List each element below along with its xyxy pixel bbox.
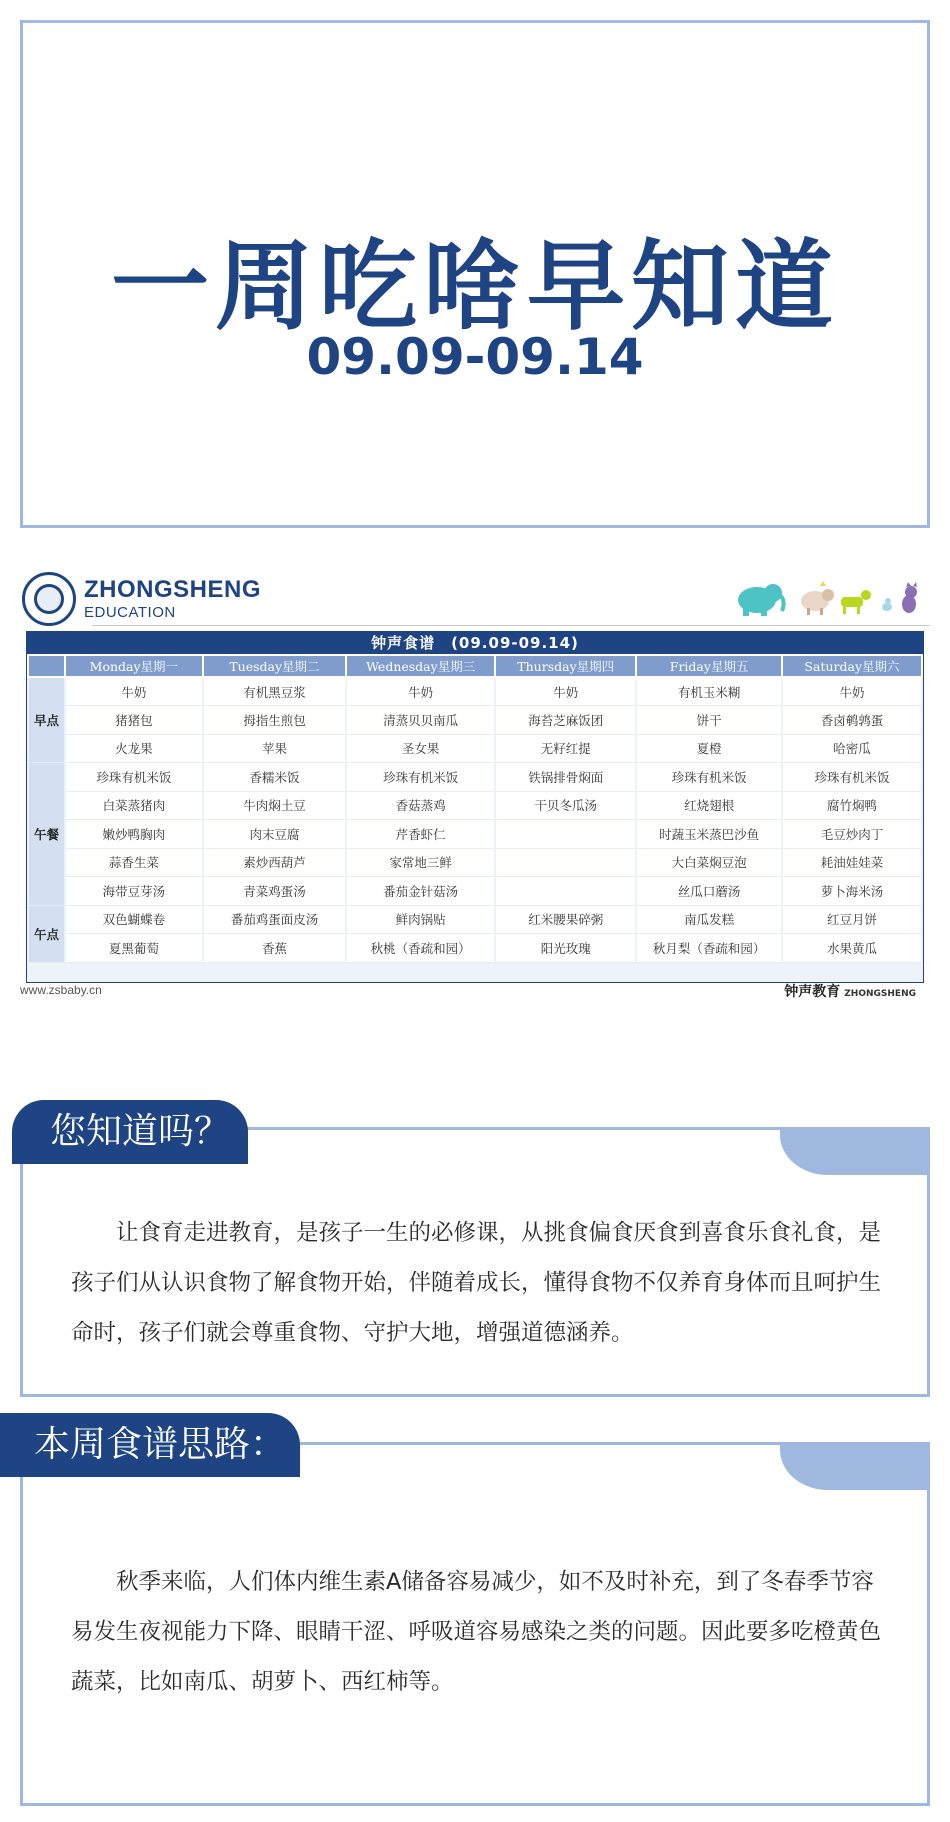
menu-dish-cell: 火龙果 [65,734,203,763]
menu-image [20,563,930,1015]
menu-dish-cell: 珍珠有机米饭 [346,763,495,792]
menu-dish-cell: 珍珠有机米饭 [782,763,922,792]
menu-row [28,763,922,792]
hero-date-range: 09.09-09.14 [306,328,644,386]
did-you-know-text: 让食育走进教育，是孩子一生的必修课，从挑食偏食厌食到喜食乐食礼食，是孩子们从认识食物了解食物开始，伴随着成长，懂得食物不仅养育身体而且呵护生命时，孩子们就会尊重食物、守护大地，增强道德涵养。 [71,1220,882,1346]
menu-dish-cell: 丝瓜口蘑汤 [636,877,782,906]
menu-dish-cell: 干贝冬瓜汤 [495,791,636,820]
menu-dish-cell: 萝卜海米汤 [782,877,922,906]
menu-row [28,905,922,934]
day-header: Saturday星期六 [782,655,922,677]
brand-logo [22,571,261,627]
menu-dish-cell: 南瓜发糕 [636,905,782,934]
menu-dish-cell: 秋月梨（香疏和园） [636,934,782,963]
menu-dish-cell [495,848,636,877]
dog-icon [841,590,871,614]
card-corner-decoration [780,1127,930,1175]
school-seal-icon [22,572,76,626]
menu-dish-cell: 毛豆炒肉丁 [782,820,922,849]
menu-row [28,734,922,763]
menu-dish-cell: 牛奶 [65,677,203,706]
website-url: www.zsbaby.cn [20,983,102,997]
bird-icon [882,598,892,611]
menu-dish-cell: 牛奶 [782,677,922,706]
menu-row [28,820,922,849]
menu-dish-cell: 素炒西葫芦 [203,848,346,877]
menu-dish-cell: 铁锅排骨焖面 [495,763,636,792]
menu-dish-cell: 青菜鸡蛋汤 [203,877,346,906]
meal-category-label: 早点 [28,677,65,763]
menu-dish-cell: 海苔芝麻饭团 [495,706,636,735]
menu-idea-heading: 本周食谱思路： [0,1413,300,1477]
menu-dish-cell: 牛奶 [346,677,495,706]
menu-dish-cell: 双色蝴蝶卷 [65,905,203,934]
menu-dish-cell: 香糯米饭 [203,763,346,792]
menu-dish-cell: 阳光玫瑰 [495,934,636,963]
menu-row [28,677,922,706]
menu-dish-cell: 红烧翅根 [636,791,782,820]
meal-category-label: 午点 [28,905,65,962]
menu-row [28,877,922,906]
menu-dish-cell: 拇指生煎包 [203,706,346,735]
brand-divider [92,625,930,626]
menu-dish-cell: 无籽红提 [495,734,636,763]
menu-dish-cell: 苹果 [203,734,346,763]
footer-brand [784,981,916,1001]
brand-name: ZHONGSHENG [84,576,262,603]
menu-dish-cell: 秋桃（香疏和园） [346,934,495,963]
menu-dish-cell: 海带豆芽汤 [65,877,203,906]
menu-dish-cell: 香菇蒸鸡 [346,791,495,820]
cat-icon [902,582,917,613]
footer-brand-small: ZHONGSHENG [844,989,916,999]
menu-dish-cell: 香蕉 [203,934,346,963]
meal-category-label: 午餐 [28,763,65,906]
menu-dish-cell [495,820,636,849]
menu-table-wrapper [26,631,924,983]
menu-header-row [28,655,922,677]
menu-dish-cell: 猪猪包 [65,706,203,735]
menu-dish-cell [495,877,636,906]
menu-dish-cell: 番茄金针菇汤 [346,877,495,906]
hero-title: 一周吃啥早知道 [110,230,839,344]
menu-dish-cell: 红豆月饼 [782,905,922,934]
menu-dish-cell: 红米腰果碎粥 [495,905,636,934]
menu-dish-cell: 耗油娃娃菜 [782,848,922,877]
footer-brand-name: 钟声教育 [784,984,841,1000]
day-header: Friday星期五 [636,655,782,677]
card-corner-decoration [780,1442,930,1490]
menu-dish-cell: 有机玉米糊 [636,677,782,706]
menu-idea-card [20,1442,930,1806]
menu-corner-cell [28,655,65,677]
menu-dish-cell: 肉末豆腐 [203,820,346,849]
menu-dish-cell: 水果黄瓜 [782,934,922,963]
menu-dish-cell: 腐竹焖鸭 [782,791,922,820]
menu-row [28,791,922,820]
menu-dish-cell: 圣女果 [346,734,495,763]
menu-row [28,934,922,963]
menu-dish-cell: 珍珠有机米饭 [636,763,782,792]
menu-dish-cell: 香卤鹌鹑蛋 [782,706,922,735]
menu-dish-cell: 时蔬玉米蒸巴沙鱼 [636,820,782,849]
day-header: Tuesday星期二 [203,655,346,677]
brand-subtitle: EDUCATION [84,604,176,621]
elephant-icon [738,584,784,616]
sheep-icon [801,581,834,615]
animal-parade-icon [727,573,922,618]
menu-dish-cell: 鲜肉锅贴 [346,905,495,934]
menu-dish-cell: 家常地三鲜 [346,848,495,877]
menu-dish-cell: 有机黑豆浆 [203,677,346,706]
menu-dish-cell: 珍珠有机米饭 [65,763,203,792]
day-header: Wednesday星期三 [346,655,495,677]
menu-dish-cell: 饼干 [636,706,782,735]
did-you-know-card [20,1127,930,1397]
day-header: Monday星期一 [65,655,203,677]
menu-dish-cell: 番茄鸡蛋面皮汤 [203,905,346,934]
menu-dish-cell: 芹香虾仁 [346,820,495,849]
hero-card [20,20,930,528]
weekly-menu-table [27,654,923,963]
menu-dish-cell: 大白菜焖豆泡 [636,848,782,877]
menu-dish-cell: 白菜蒸猪肉 [65,791,203,820]
menu-row [28,706,922,735]
menu-title: 钟声食谱 (09.09-09.14) [27,632,923,654]
menu-dish-cell: 夏黑葡萄 [65,934,203,963]
menu-dish-cell: 嫩炒鸭胸肉 [65,820,203,849]
menu-row [28,848,922,877]
menu-idea-text: 秋季来临，人们体内维生素A储备容易减少，如不及时补充，到了冬春季节容易发生夜视能力下降、眼睛干涩、呼吸道容易感染之类的问题。因此要多吃橙黄色蔬菜，比如南瓜、胡萝卜、西红柿等。 [71,1569,882,1695]
did-you-know-heading: 您知道吗？ [12,1100,248,1164]
menu-dish-cell: 牛肉焖土豆 [203,791,346,820]
menu-dish-cell: 蒜香生菜 [65,848,203,877]
menu-dish-cell: 哈密瓜 [782,734,922,763]
menu-dish-cell: 牛奶 [495,677,636,706]
menu-dish-cell: 清蒸贝贝南瓜 [346,706,495,735]
day-header: Thursday星期四 [495,655,636,677]
menu-dish-cell: 夏橙 [636,734,782,763]
